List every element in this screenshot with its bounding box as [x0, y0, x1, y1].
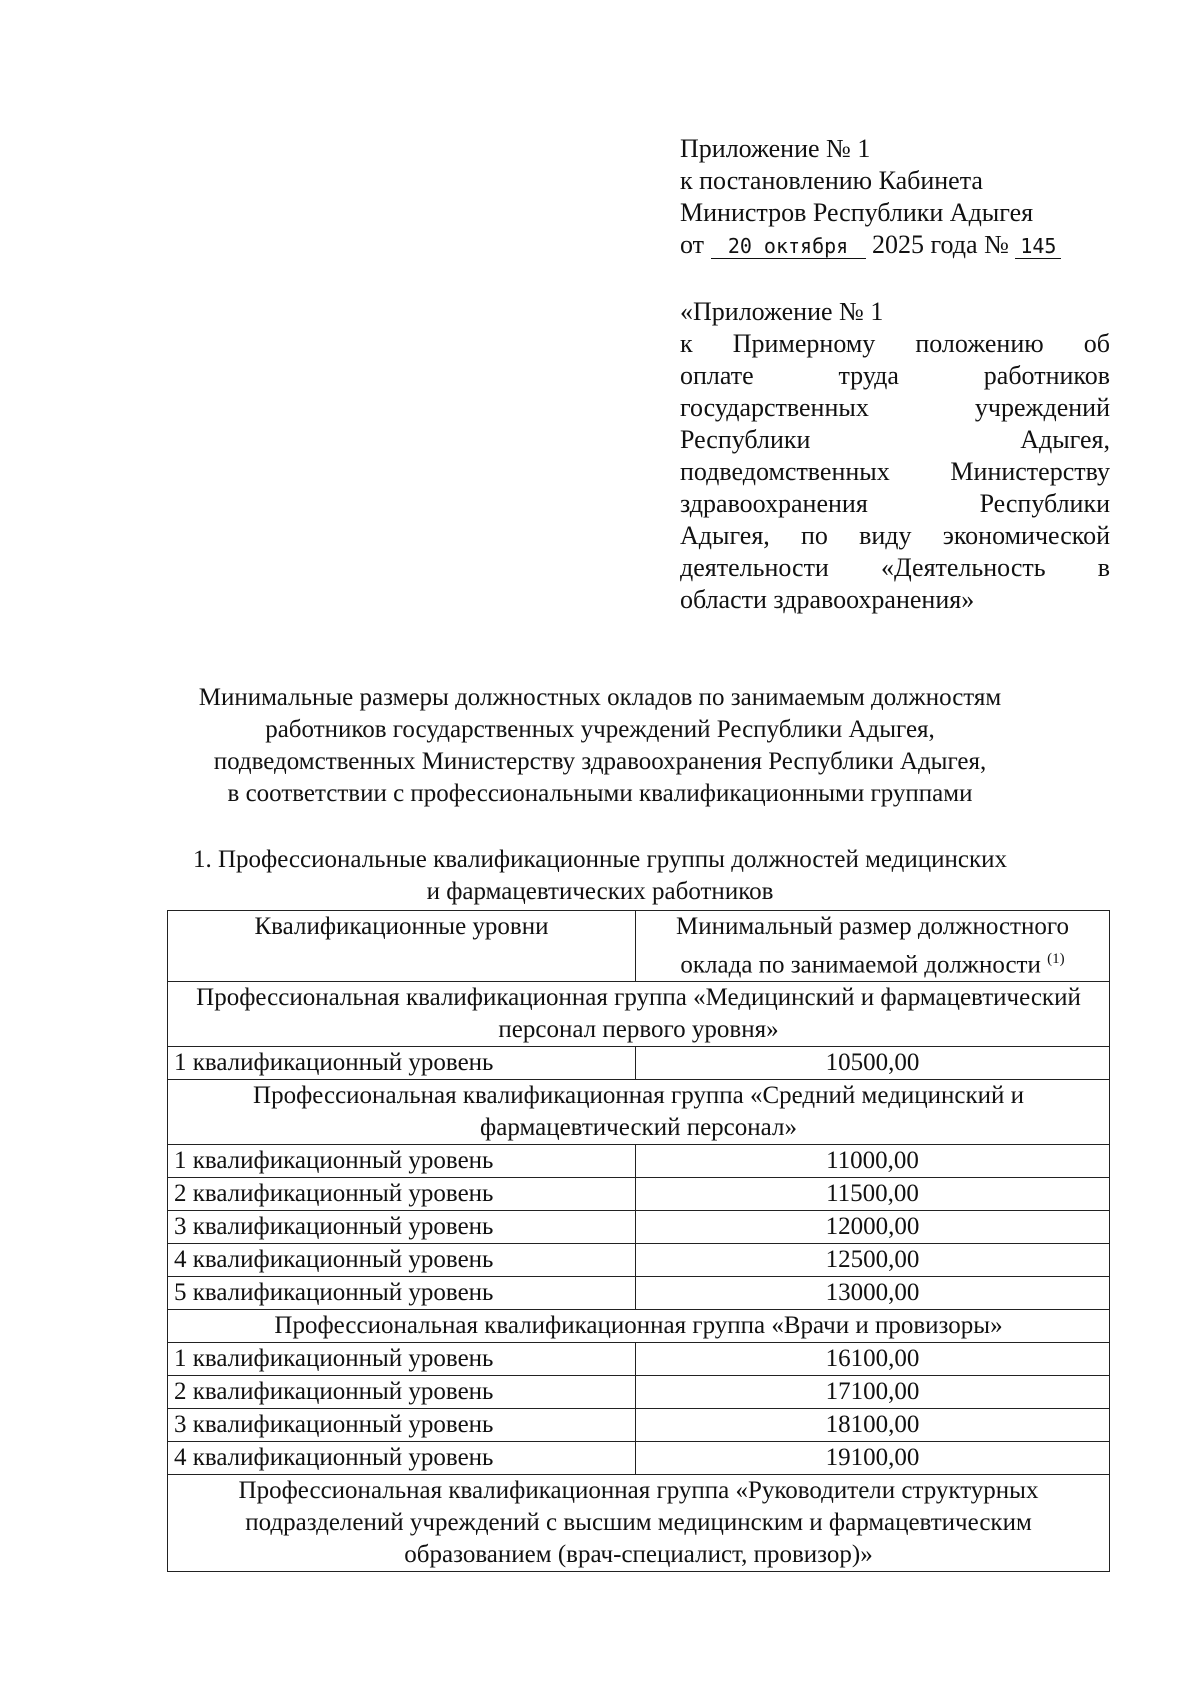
word: Республики [812, 198, 944, 227]
salary-cell: 18100,00 [636, 1409, 1110, 1442]
salary-cell: 11000,00 [636, 1145, 1110, 1178]
level-cell: 2 квалификационный уровень [168, 1178, 636, 1211]
annex-quote [680, 296, 1110, 616]
quote-line: «Приложение № 1 [680, 297, 884, 326]
level-cell: 3 квалификационный уровень [168, 1211, 636, 1244]
number-filled: 145 [1015, 234, 1061, 259]
title-line: подведомственных Министерству здравоохранения Республики Адыгея, [213, 748, 987, 775]
annex-header-line3 [680, 197, 1110, 229]
salary-cell: 12500,00 [636, 1244, 1110, 1277]
group-header-row [168, 1310, 1110, 1343]
table-row [168, 1376, 1110, 1409]
salary-cell: 17100,00 [636, 1376, 1110, 1409]
table-row [168, 1409, 1110, 1442]
table-row [168, 1343, 1110, 1376]
group-title: Профессиональная квалификационная группа «Средний медицинский и фармацевтический персонал» [168, 1080, 1110, 1145]
table-row [168, 1178, 1110, 1211]
table-row [168, 1047, 1110, 1080]
quote-line: Адыгея, по виду экономической [680, 521, 1110, 550]
annex-header [680, 133, 1110, 261]
table-header-row [168, 911, 1110, 982]
title-line: в соответствии с профессиональными квалификационными группами [227, 780, 973, 807]
section-title [100, 844, 1100, 908]
annex-header-line1: Приложение № 1 [680, 134, 871, 163]
group-title: Профессиональная квалификационная группа «Руководители структурных подразделений учреждений с высшим медицинским и фармацевтическим образованием (врач-специалист, провизор)» [168, 1475, 1110, 1572]
salary-cell: 10500,00 [636, 1047, 1110, 1080]
group-title: Профессиональная квалификационная группа «Врачи и провизоры» [168, 1310, 1110, 1343]
level-cell: 3 квалификационный уровень [168, 1409, 636, 1442]
level-cell: 1 квалификационный уровень [168, 1343, 636, 1376]
level-cell: 2 квалификационный уровень [168, 1376, 636, 1409]
level-cell: 4 квалификационный уровень [168, 1442, 636, 1475]
year-text: 2025 года № [872, 230, 1009, 259]
word: постановлению [699, 166, 873, 195]
section-title-line: 1. Профессиональные квалификационные группы должностей медицинских [192, 846, 1008, 873]
level-cell: 1 квалификационный уровень [168, 1047, 636, 1080]
salary-cell: 16100,00 [636, 1343, 1110, 1376]
word: Адыгея [949, 198, 1034, 227]
table-row [168, 1211, 1110, 1244]
title-line: Минимальные размеры должностных окладов по занимаемым должностям [198, 684, 1002, 711]
word: Министров [680, 198, 807, 227]
quote-line: деятельности «Деятельность в [680, 553, 1110, 582]
table-row [168, 1244, 1110, 1277]
quote-line: подведомственных Министерству [680, 457, 1110, 486]
table-row [168, 1145, 1110, 1178]
salary-cell: 11500,00 [636, 1178, 1110, 1211]
date-filled: 20 октября [711, 234, 866, 259]
salary-cell: 13000,00 [636, 1277, 1110, 1310]
level-cell: 4 квалификационный уровень [168, 1244, 636, 1277]
footnote-marker: (1) [1047, 951, 1065, 967]
table-row [168, 1277, 1110, 1310]
salary-cell: 12000,00 [636, 1211, 1110, 1244]
header-text: оклада по занимаемой должности [680, 951, 1041, 979]
date-prefix: от [680, 230, 705, 259]
word: Кабинета [878, 166, 983, 195]
group-header-row [168, 982, 1110, 1047]
quote-line: области здравоохранения» [680, 585, 975, 614]
group-title: Профессиональная квалификационная группа «Медицинский и фармацевтический персонал первого уровня» [168, 982, 1110, 1047]
section-title-line: и фармацевтических работников [426, 878, 774, 905]
level-cell: 1 квалификационный уровень [168, 1145, 636, 1178]
quote-line: государственных учреждений [680, 393, 1110, 422]
annex-header-line2 [680, 165, 1110, 197]
annex-date-line [680, 229, 1110, 261]
group-header-row [168, 1475, 1110, 1572]
salary-cell: 19100,00 [636, 1442, 1110, 1475]
quote-line: Республики Адыгея, [680, 425, 1110, 454]
quote-line: оплате труда работников [680, 361, 1110, 390]
document-title [100, 682, 1100, 810]
column-header-levels: Квалификационные уровни [168, 911, 636, 982]
salary-table [167, 910, 1110, 1572]
level-cell: 5 квалификационный уровень [168, 1277, 636, 1310]
word: к [680, 166, 693, 195]
group-header-row [168, 1080, 1110, 1145]
title-line: работников государственных учреждений Республики Адыгея, [265, 716, 935, 743]
header-text: Минимальный размер должностного [676, 913, 1069, 940]
table-row [168, 1442, 1110, 1475]
column-header-salary [636, 911, 1110, 982]
quote-line: здравоохранения Республики [680, 489, 1110, 518]
quote-line: к Примерному положению об [680, 329, 1110, 358]
